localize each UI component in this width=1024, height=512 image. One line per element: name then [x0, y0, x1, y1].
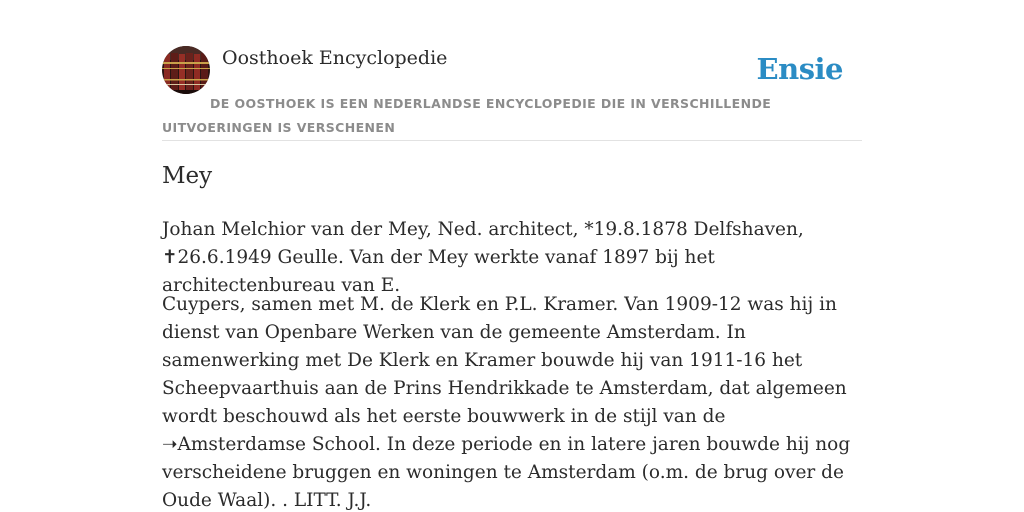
source-tagline: DE OOSTHOEK IS EEN NEDERLANDSE ENCYCLOPEDIE DIE IN VERSCHILLENDE UITVOERINGEN IS VERSCHENEN	[162, 96, 772, 135]
header	[162, 46, 862, 141]
paragraph-2-text-after: . In deze periode en in latere jaren bouwde hij nog verscheidene bruggen en woningen te Amsterdam (o.m. de brug over de Oude Waal). . LITT. J.J.	[162, 434, 851, 511]
source-title[interactable]: Oosthoek Encyclopedie	[222, 47, 448, 69]
article-title: Mey	[162, 163, 213, 189]
avatar-image	[162, 46, 210, 94]
article-paragraph-2	[162, 291, 874, 512]
brand-logo[interactable]: Ensie	[756, 52, 843, 86]
article-paragraph-1: Johan Melchior van der Mey, Ned. architect, *19.8.1878 Delfshaven, ✝26.6.1949 Geulle. Van der Mey werkte vanaf 1897 bij het architectenbureau van E.	[162, 219, 804, 296]
amsterdamse-school-link[interactable]: ➝Amsterdamse School	[162, 434, 376, 455]
paragraph-2-text-before: Cuypers, samen met M. de Klerk en P.L. Kramer. Van 1909-12 was hij in dienst van Openbare Werken van de gemeente Amsterdam. In samenwerking met De Klerk en Kramer bouwde hij van 1911-16 het Scheepvaarthuis aan de Prins Hendrikkade te Amsterdam, dat algemeen wordt beschouwd als het eerste bouwwerk in de stijl van de	[162, 294, 847, 427]
book-spines-icon[interactable]	[162, 46, 210, 94]
